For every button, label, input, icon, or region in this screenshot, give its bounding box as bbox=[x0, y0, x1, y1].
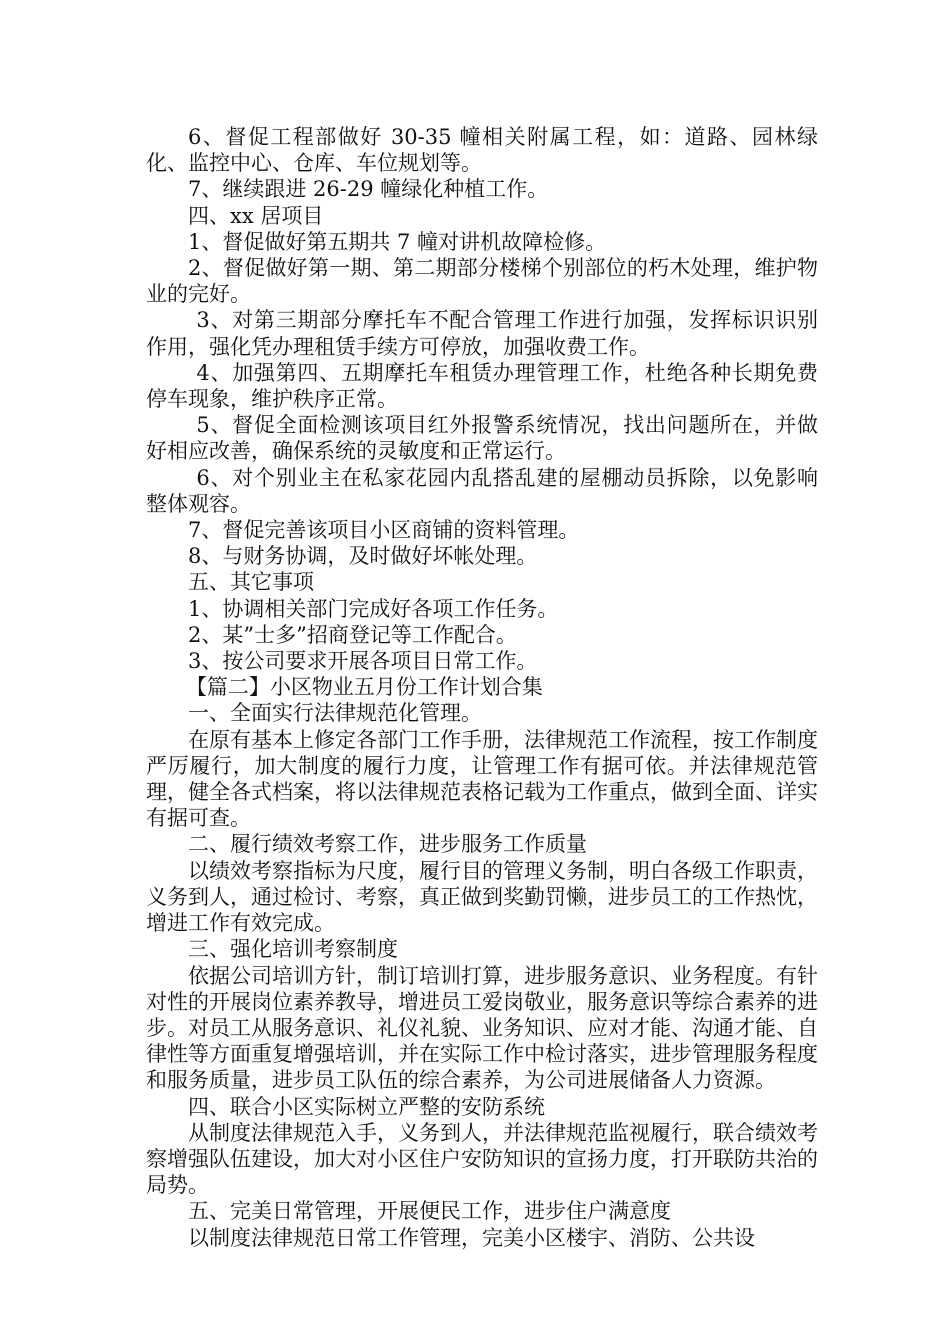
section-heading: 五、完美日常管理，开展便民工作，进步住户满意度 bbox=[188, 1199, 671, 1224]
section-heading: 三、强化培训考察制度 bbox=[188, 937, 398, 962]
section-heading: 四、xx 居项目 bbox=[188, 203, 324, 228]
section-heading: 四、联合小区实际树立严整的安防系统 bbox=[188, 1094, 545, 1119]
paragraph: 5、督促全面检测该项目红外报警系统情况，找出问题所在，并做好相应改善，确保系统的灵敏度和正常运行。 bbox=[146, 413, 818, 464]
paragraph: 2、督促做好第一期、第二期部分楼梯个别部位的朽木处理，维护物业的完好。 bbox=[146, 256, 818, 307]
paragraph: 6、对个别业主在私家花园内乱搭乱建的屋棚动员拆除，以免影响整体观容。 bbox=[146, 465, 818, 516]
paragraph: 从制度法律规范入手，义务到人，并法律规范监视履行，联合绩效考察增强队伍建设，加大对小区住户安防知识的宣扬力度，打开联防共治的局势。 bbox=[146, 1120, 818, 1198]
paragraph: 1、协调相关部门完成好各项工作任务。 bbox=[188, 596, 559, 621]
section-heading: 二、履行绩效考察工作，进步服务工作质量 bbox=[188, 832, 587, 857]
paragraph: 1、督促做好第五期共 7 幢对讲机故障检修。 bbox=[188, 229, 607, 254]
paragraph: 8、与财务协调，及时做好坏帐处理。 bbox=[188, 544, 538, 569]
paragraph: 在原有基本上修定各部门工作手册，法律规范工作流程，按工作制度严厉履行，加大制度的履行力度，让管理工作有据可依。并法律规范管理，健全各式档案，将以法律规范表格记载为工作重点，做到全面、详实有据可查。 bbox=[146, 727, 818, 831]
paragraph: 3、对第三期部分摩托车不配合管理工作进行加强，发挥标识识别作用，强化凭办理租赁手续方可停放，加强收费工作。 bbox=[146, 308, 818, 359]
paragraph: 以绩效考察指标为尺度，履行目的管理义务制，明白各级工作职责，义务到人，通过检讨、考察，真正做到奖勤罚懒，进步员工的工作热忱，增进工作有效完成。 bbox=[146, 858, 818, 936]
article-title: 【篇二】小区物业五月份工作计划合集 bbox=[185, 675, 543, 700]
section-heading: 一、全面实行法律规范化管理。 bbox=[188, 701, 482, 726]
section-heading: 五、其它事项 bbox=[188, 570, 314, 595]
paragraph: 6、督促工程部做好 30-35 幢相关附属工程，如：道路、园林绿化、监控中心、仓库、车位规划等。 bbox=[146, 125, 818, 176]
paragraph: 7、继续跟进 26-29 幢绿化种植工作。 bbox=[188, 177, 549, 202]
paragraph: 7、督促完善该项目小区商铺的资料管理。 bbox=[188, 518, 580, 543]
paragraph: 4、加强第四、五期摩托车租赁办理管理工作，杜绝各种长期免费停车现象，维护秩序正常。 bbox=[146, 360, 818, 412]
paragraph: 2、某”士多”招商登记等工作配合。 bbox=[188, 622, 517, 647]
paragraph: 以制度法律规范日常工作管理，完美小区楼宇、消防、公共设 bbox=[188, 1225, 755, 1250]
document-body bbox=[146, 124, 818, 1251]
paragraph: 3、按公司要求开展各项目日常工作。 bbox=[188, 649, 538, 674]
paragraph: 依据公司培训方针，制订培训打算，进步服务意识、业务程度。有针对性的开展岗位素养教导，增进员工爱岗敬业，服务意识等综合素养的进步。对员工从服务意识、礼仪礼貌、业务知识、应对才能、沟通才能、自律性等方面重复增强培训，并在实际工作中检讨落实，进步管理服务程度和服务质量，进步员工队伍的综合素养，为公司进展储备人力资源。 bbox=[146, 963, 818, 1093]
